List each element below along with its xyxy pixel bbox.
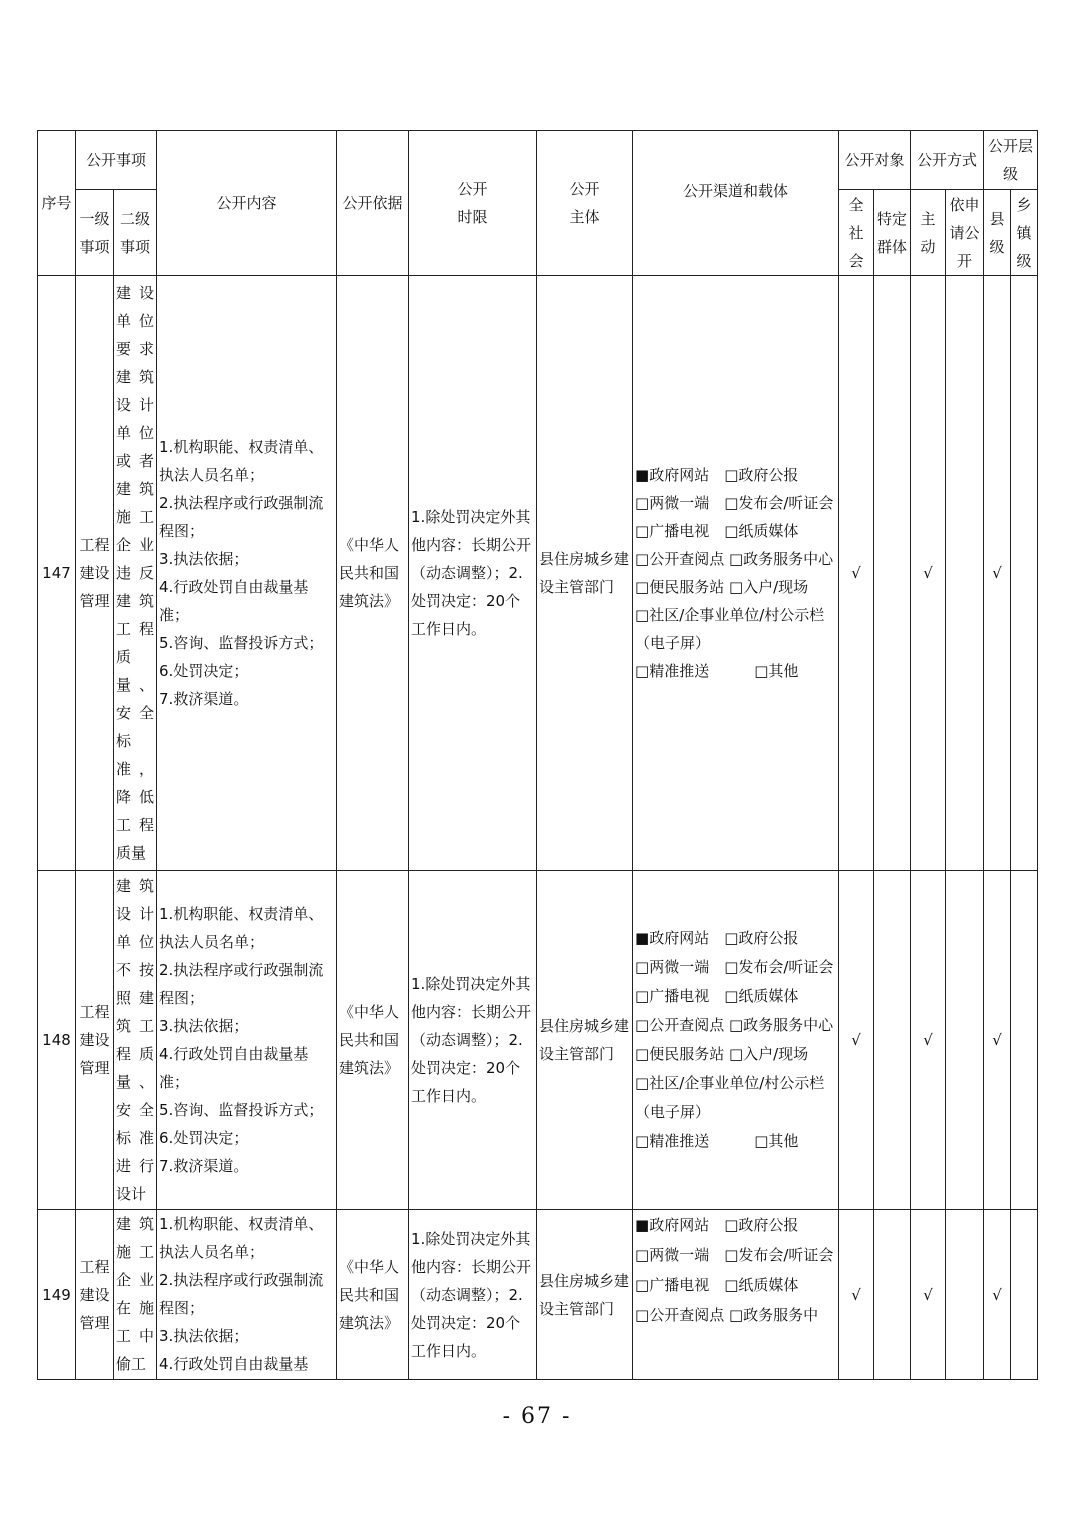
header-method-apply: 依申 请公 开 [946,190,984,276]
row-level-town [1011,871,1038,1210]
row-subject: 县住房城乡建设主管部门 [537,276,633,871]
row-basis: 《中华人民共和国建筑法》 [337,871,409,1210]
header-basis: 公开依据 [337,131,409,276]
header-method-active: 主 动 [911,190,946,276]
header-subject: 公开 主体 [537,131,633,276]
row-channel: ■政府网站 □政府公报 □两微一端 □发布会/听证会 □广播电视 □纸质媒体 □公开查阅点 □政务服务中 [633,1210,839,1380]
row-channel: ■政府网站 □政府公报 □两微一端 □发布会/听证会 □广播电视 □纸质媒体 □公开查阅点 □政务服务中心 □便民服务站 □入户/现场 □社区/企事业单位/村公示栏（电子屏） □精准推送 □其他 [633,276,839,871]
header-target-group: 特定 群体 [874,190,911,276]
row-subject: 县住房城乡建设主管部门 [537,871,633,1210]
row-basis: 《中华人民共和国建筑法》 [337,276,409,871]
row-method-apply [946,871,984,1210]
row-level2: 建筑设计单位不按照建筑工程质量、安全标准进行设计 [114,871,157,1210]
header-matter: 公开事项 [76,131,157,190]
row-basis: 《中华人民共和国建筑法》 [337,1210,409,1380]
row-time-limit: 1.除处罚决定外其他内容：长期公开（动态调整）；2.处罚决定：20个工作日内。 [409,871,537,1210]
row-seq: 148 [38,871,76,1210]
header-method: 公开方式 [911,131,984,190]
row-level2: 建筑施工企业在施工中偷工 [114,1210,157,1380]
header-row-1 [38,131,1038,190]
row-target-group [874,276,911,871]
row-target-group [874,1210,911,1380]
row-level2: 建设单位要求建筑设计单位或者建筑施工企业违反建筑工程质量、安全标准，降低工程质量 [114,276,157,871]
header-time-limit: 公开 时限 [409,131,537,276]
disclosure-table [37,130,1038,1380]
row-target-all: √ [839,871,874,1210]
header-level-town: 乡 镇 级 [1011,190,1038,276]
row-method-active: √ [911,871,946,1210]
row-method-active: √ [911,276,946,871]
row-method-apply [946,276,984,871]
header-level: 公开层级 [984,131,1038,190]
row-level-county: √ [984,1210,1011,1380]
row-method-apply [946,1210,984,1380]
row-level-county: √ [984,276,1011,871]
table-row [38,276,1038,871]
row-method-active: √ [911,1210,946,1380]
row-time-limit: 1.除处罚决定外其他内容：长期公开（动态调整）；2.处罚决定：20个工作日内。 [409,276,537,871]
table-row [38,871,1038,1210]
row-target-all: √ [839,276,874,871]
row-content: 1.机构职能、权责清单、执法人员名单； 2.执法程序或行政强制流程图； 3.执法依据； 4.行政处罚自由裁量基 [157,1210,337,1380]
row-subject: 县住房城乡建设主管部门 [537,1210,633,1380]
header-target: 公开对象 [839,131,911,190]
row-level-county: √ [984,871,1011,1210]
table-row [38,1210,1038,1380]
header-content: 公开内容 [157,131,337,276]
row-content: 1.机构职能、权责清单、执法人员名单； 2.执法程序或行政强制流程图； 3.执法依据； 4.行政处罚自由裁量基准； 5.咨询、监督投诉方式； 6.处罚决定； 7.救济渠道。 [157,871,337,1210]
row-content: 1.机构职能、权责清单、执法人员名单； 2.执法程序或行政强制流程图； 3.执法依据； 4.行政处罚自由裁量基准； 5.咨询、监督投诉方式； 6.处罚决定； 7.救济渠道。 [157,276,337,871]
row-level1: 工程建设管理 [76,1210,114,1380]
row-time-limit: 1.除处罚决定外其他内容：长期公开（动态调整）；2.处罚决定：20个工作日内。 [409,1210,537,1380]
header-level-county: 县 级 [984,190,1011,276]
page-number: - 67 - [502,1404,572,1429]
header-channel: 公开渠道和载体 [633,131,839,276]
header-seq: 序号 [38,131,76,276]
row-target-all: √ [839,1210,874,1380]
row-level-town [1011,276,1038,871]
header-level2: 二级事项 [114,190,157,276]
row-target-group [874,871,911,1210]
row-channel: ■政府网站 □政府公报 □两微一端 □发布会/听证会 □广播电视 □纸质媒体 □公开查阅点 □政务服务中心 □便民服务站 □入户/现场 □社区/企事业单位/村公示栏（电子屏） □精准推送 □其他 [633,871,839,1210]
header-target-all: 全 社 会 [839,190,874,276]
row-seq: 149 [38,1210,76,1380]
row-level1: 工程建设管理 [76,871,114,1210]
row-seq: 147 [38,276,76,871]
row-level1: 工程建设管理 [76,276,114,871]
row-level-town [1011,1210,1038,1380]
header-level1: 一级事项 [76,190,114,276]
